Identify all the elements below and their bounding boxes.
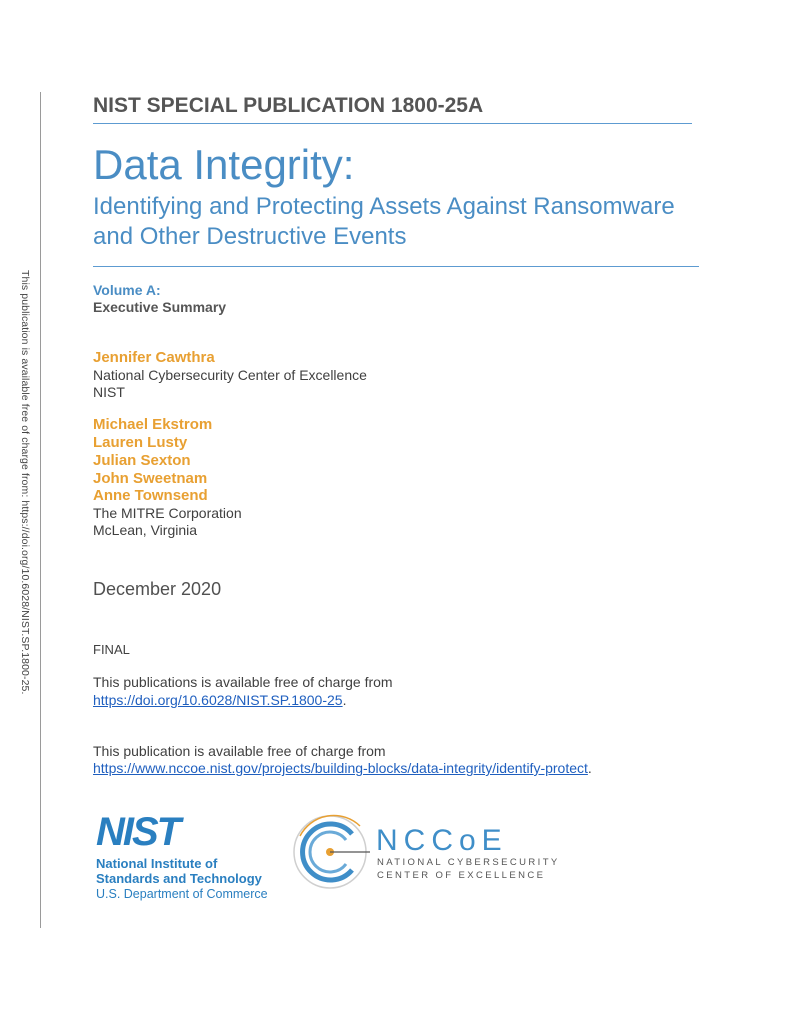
subtitle-line: and Other Destructive Events xyxy=(93,223,407,250)
subtitle-divider xyxy=(93,266,699,267)
nist-logo-line: National Institute of xyxy=(96,856,218,871)
availability-text: This publication is available free of charge from xyxy=(93,743,386,759)
volume-subtitle: Executive Summary xyxy=(93,299,227,315)
author-affiliation: NIST xyxy=(93,384,125,400)
nccoe-logo-line: NATIONAL CYBERSECURITY xyxy=(377,857,560,868)
nist-logo-line: Standards and Technology xyxy=(96,871,262,886)
nist-logo-line: U.S. Department of Commerce xyxy=(96,887,268,901)
link-suffix: . xyxy=(342,692,347,708)
author-affiliation: The MITRE Corporation xyxy=(93,505,242,521)
author-name: Anne Townsend xyxy=(93,487,208,504)
author-name: Lauren Lusty xyxy=(93,434,188,451)
nccoe-wordmark: NCCoE xyxy=(376,824,508,857)
author-name: Michael Ekstrom xyxy=(93,416,213,433)
nccoe-emblem-icon xyxy=(290,812,370,897)
nist-logo xyxy=(96,812,268,902)
author-name: Julian Sexton xyxy=(93,452,191,469)
author-name: Jennifer Cawthra xyxy=(93,349,215,366)
volume-label: Volume A: xyxy=(93,282,161,298)
doi-link[interactable]: https://doi.org/10.6028/NIST.SP.1800-25 xyxy=(93,692,343,708)
publication-date: December 2020 xyxy=(93,579,222,599)
author-name: John Sweetnam xyxy=(93,470,208,487)
nccoe-logo-line: CENTER OF EXCELLENCE xyxy=(377,870,546,881)
availability-link-line xyxy=(93,760,592,776)
availability-link-line xyxy=(93,692,346,708)
document-title: Data Integrity: xyxy=(93,141,355,188)
availability-text: This publications is available free of charge from xyxy=(93,674,393,690)
status-label: FINAL xyxy=(93,642,130,657)
nist-wordmark: NIST xyxy=(96,810,180,854)
author-affiliation: National Cybersecurity Center of Excellence xyxy=(93,367,367,383)
subtitle-line: Identifying and Protecting Assets Against Ransomware xyxy=(93,193,675,220)
availability-sidebar: This publication is available free of charge from: https://doi.org/10.6028/NIST.SP.1800-25. xyxy=(19,270,31,695)
title-divider xyxy=(93,123,692,124)
series-title: NIST SPECIAL PUBLICATION 1800-25A xyxy=(93,94,484,117)
nccoe-project-link[interactable]: https://www.nccoe.nist.gov/projects/building-blocks/data-integrity/identify-protect xyxy=(93,760,588,776)
document-subtitle xyxy=(93,192,733,252)
margin-rule xyxy=(40,92,41,928)
link-suffix: . xyxy=(587,760,592,776)
author-affiliation: McLean, Virginia xyxy=(93,522,198,538)
